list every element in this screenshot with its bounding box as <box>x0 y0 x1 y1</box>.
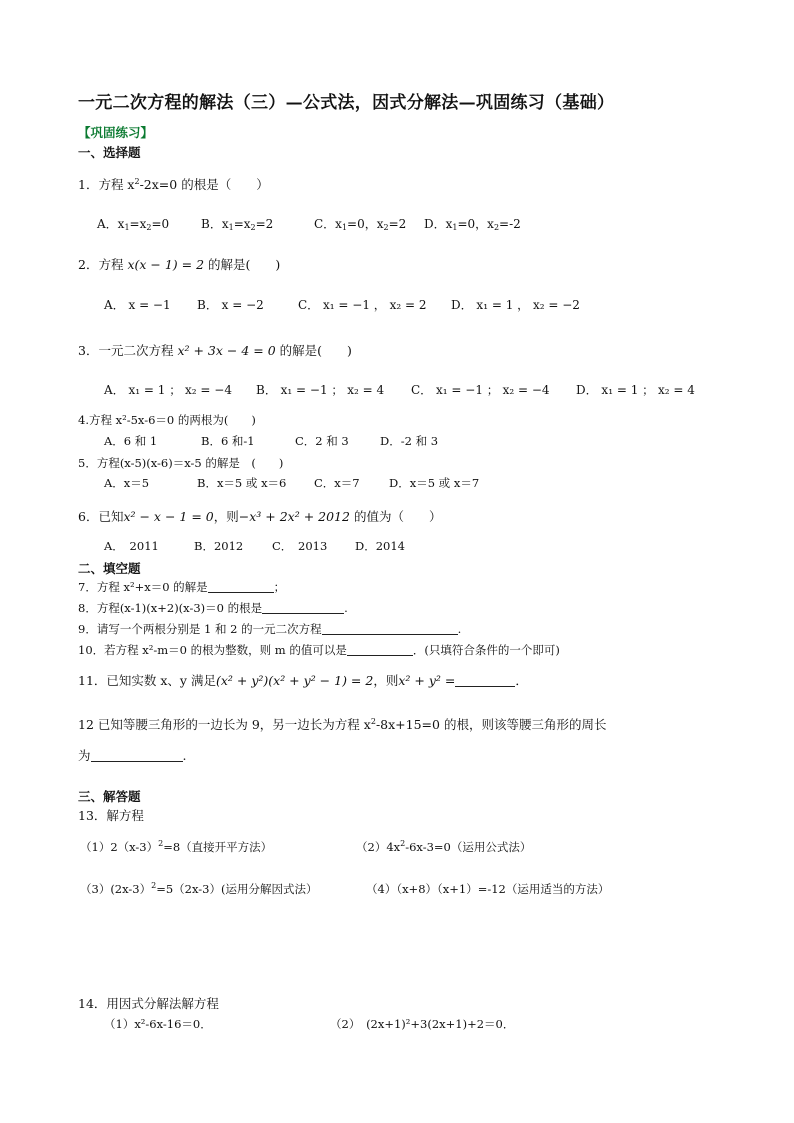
q2-option-b: B． x = −2 <box>197 298 264 312</box>
question-1: 1．方程 $x^2-2x=0$ 的根是（ ） <box>78 177 269 192</box>
q5-option-c: C．x＝7 <box>314 476 360 490</box>
q4-option-a: A．6 和 1 <box>104 434 158 448</box>
q6-option-a: A． 2011 <box>104 539 159 553</box>
question-3: 3．一元二次方程 x² + 3x − 4 = 0 的解是( ) <box>78 343 352 358</box>
question-11: 11．已知实数 x、y 满足(x² + y²)(x² + y² − 1) = 2，则x² + y² = ． <box>78 673 528 688</box>
q2-option-a: A． x = −1 <box>104 298 171 312</box>
question-5: 5．方程(x-5)(x-6)＝x-5 的解是 ( ) <box>78 456 284 470</box>
question-2: 2．方程 x(x − 1) = 2 的解是( ) <box>78 257 281 272</box>
question-8: 8．方程(x-1)(x+2)(x-3)＝0 的根是 . <box>78 601 348 615</box>
q4-option-c: C．2 和 3 <box>295 434 349 448</box>
section-heading-choice: 一、选择题 <box>78 145 141 160</box>
q5-option-d: D．x＝5 或 x＝7 <box>389 476 480 490</box>
question-12: 12 已知等腰三角形的一边长为 9，另一边长为方程 $x^2-8x+15=0$ 的根，则该等腰三角形的周长 <box>78 717 607 732</box>
q6-option-d: D．2014 <box>355 539 405 553</box>
question-7: 7．方程 x²+x＝0 的解是 ； <box>78 580 286 594</box>
question-9: 9．请写一个两根分别是 1 和 2 的一元二次方程 . <box>78 622 462 636</box>
q4-option-d: D．-2 和 3 <box>380 434 439 448</box>
answer-blank[interactable] <box>347 643 413 656</box>
answer-blank[interactable] <box>262 601 344 614</box>
question-10: 10．若方程 x²-m＝0 的根为整数，则 m 的值可以是 ．(只填符合条件的一个即可) <box>78 643 560 657</box>
q13-part-3: （3）(2x-3）$^2$=5（2x-3）(运用分解因式法） <box>80 881 318 896</box>
q3-option-c: C． x₁ = −1 ； x₂ = −4 <box>411 383 550 397</box>
q3-option-a: A． x₁ = 1 ； x₂ = −4 <box>104 383 232 397</box>
answer-blank[interactable] <box>322 622 458 635</box>
question-12-line2: 为 . <box>78 748 187 763</box>
q5-option-a: A．x＝5 <box>104 476 150 490</box>
q3-option-b: B． x₁ = −1 ； x₂ = 4 <box>256 383 385 397</box>
q6-option-c: C． 2013 <box>272 539 328 553</box>
section-heading-solve: 三、解答题 <box>78 789 141 804</box>
q1-option-d: D．$x_1=0$，$x_2=-2$ <box>424 217 521 232</box>
question-13: 13．解方程 <box>78 808 144 823</box>
page-title: 一元二次方程的解法（三）—公式法，因式分解法—巩固练习（基础） <box>78 93 615 113</box>
question-14: 14．用因式分解法解方程 <box>78 996 219 1011</box>
question-6: 6．已知x² − x − 1 = 0，则−x³ + 2x² + 2012 的值为（ ） <box>78 509 442 524</box>
q3-option-d: D． x₁ = 1 ； x₂ = 4 <box>576 383 695 397</box>
q14-part-1: （1）x²-6x-16＝0． <box>104 1017 212 1031</box>
answer-blank[interactable] <box>91 749 183 762</box>
q4-option-b: B．6 和-1 <box>201 434 255 448</box>
answer-blank[interactable] <box>455 674 515 687</box>
q1-option-b: B．$x_1=x_2=2$ <box>201 217 274 232</box>
q1-option-a: A．$x_1=x_2=0$ <box>97 217 170 232</box>
answer-blank[interactable] <box>208 580 274 593</box>
question-4: 4.方程 x²-5x-6＝0 的两根为( ) <box>78 413 256 427</box>
q13-part-4: （4）（x+8）（x+1）=-12（运用适当的方法） <box>366 882 610 896</box>
q2-option-c: C． x₁ = −1 ， x₂ = 2 <box>298 298 427 312</box>
q14-part-2: （2） (2x+1)²+3(2x+1)+2＝0． <box>330 1017 515 1031</box>
q2-option-d: D． x₁ = 1 ， x₂ = −2 <box>451 298 580 312</box>
q13-part-1: $(1)2(x-3)^2=8$（直接开平方法） <box>80 839 273 854</box>
q6-option-b: B．2012 <box>194 539 244 553</box>
q13-part-2: $(2)4x^2-6x-3=0$（运用公式法） <box>356 839 532 854</box>
section-tag: 【巩固练习】 <box>78 125 154 140</box>
q1-option-c: C．$x_1=0$，$x_2=2$ <box>314 217 407 232</box>
section-heading-fill: 二、填空题 <box>78 561 141 576</box>
q5-option-b: B．x＝5 或 x＝6 <box>197 476 287 490</box>
